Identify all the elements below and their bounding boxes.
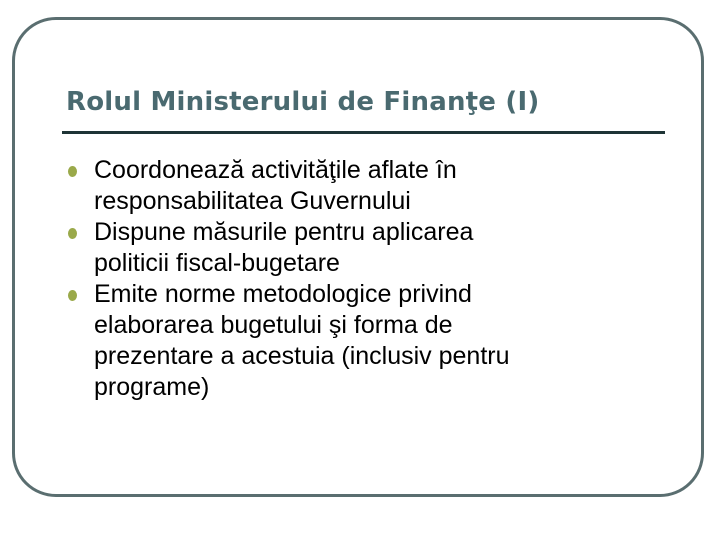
bullet-text-line: politicii fiscal-bugetare xyxy=(94,249,340,277)
bullet-text-line: elaborarea bugetului şi forma de xyxy=(94,311,453,339)
bullet-list xyxy=(66,155,666,403)
bullet-text-line: Emite norme metodologice privind xyxy=(94,280,472,308)
bullet-item xyxy=(66,217,666,279)
title-underline xyxy=(62,131,665,134)
bullet-dot-icon xyxy=(68,228,77,239)
bullet-text-line: responsabilitatea Guvernului xyxy=(94,187,411,215)
bullet-item xyxy=(66,155,666,217)
bullet-text-line: Coordonează activităţile aflate în xyxy=(94,156,457,184)
bullet-text-line: programe) xyxy=(94,373,210,401)
bullet-dot-icon xyxy=(68,166,77,177)
bullet-text-line: prezentare a acestuia (inclusiv pentru xyxy=(94,342,510,370)
bullet-item xyxy=(66,279,666,403)
slide-title: Rolul Ministerului de Finanţe (I) xyxy=(66,87,540,117)
bullet-text-line: Dispune măsurile pentru aplicarea xyxy=(94,218,474,246)
bullet-dot-icon xyxy=(68,290,77,301)
